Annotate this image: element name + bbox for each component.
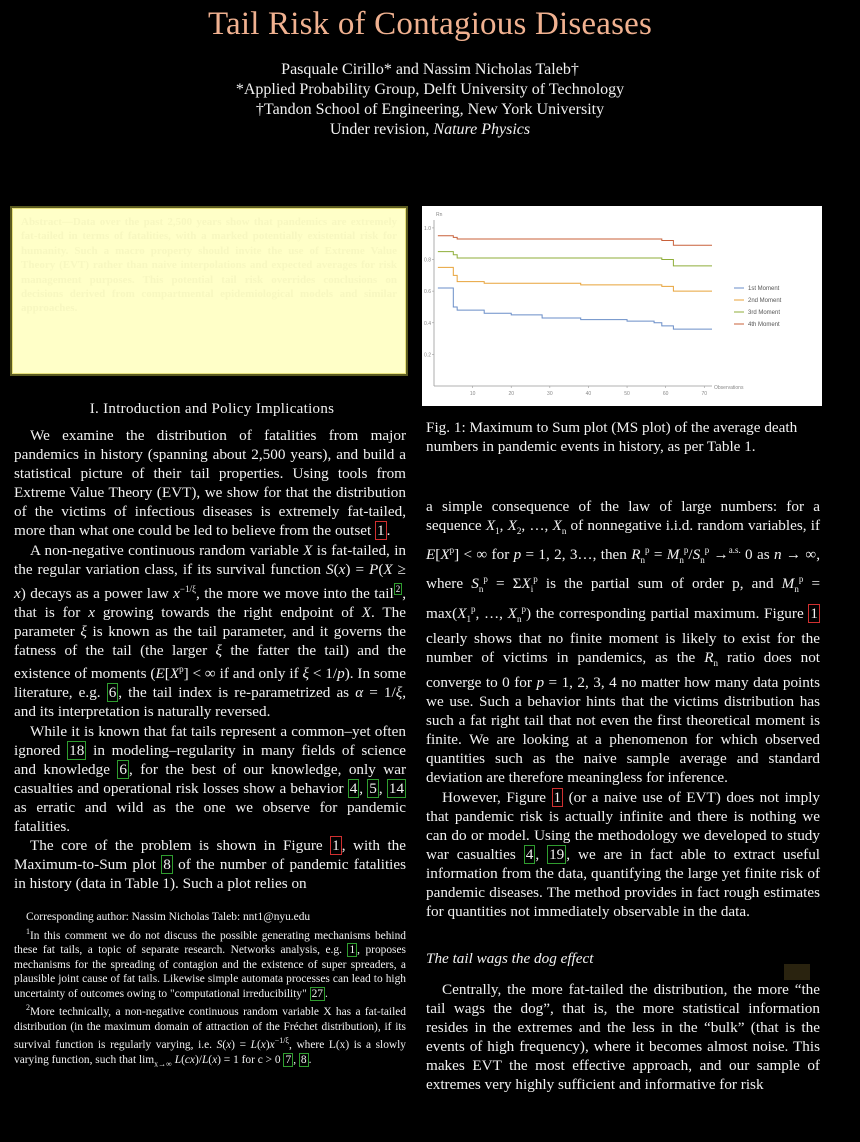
section-heading [12,401,412,418]
p2-text-j: if and only if [219,665,299,683]
fn-citation-1[interactable]: 1 [349,943,356,956]
x-tick-label: 30 [547,391,553,397]
citation-14[interactable]: 14 [388,779,405,797]
corresponding-author: Corresponding author: Nassim Nicholas Taleb: nnt1@nyu.edu [26,911,311,923]
right-paragraph-3: Centrally, the more fat-tailed the distribution, the more “the tail wags the dog”, that is, the more statistical information resides in the extremes and the less in the “bulk” (that is the events of high frequency), where it becomes almost noise. This makes EVT the most effective approach, and our sample of extremes very highly sufficient and informative for risk [426,981,820,1094]
x-tick-label: 40 [585,391,592,397]
annotation-mark [784,964,810,980]
affiliation-nyu: †Tandon School of Engineering, New York University [255,101,605,118]
x-tick-label: 50 [624,391,630,397]
status-prefix: Under revision, [329,121,434,138]
x-tick-label: 70 [701,391,708,397]
p2-text-e: , that is for [14,584,407,621]
paper-title: Tail Risk of Contagious Diseases [207,6,653,42]
citation-18[interactable]: 18 [69,741,85,759]
p2-text-a: A non-negative continuous random variable [30,541,299,559]
fn-citation-27[interactable]: 27 [311,987,323,1000]
legend-label-2: 2nd Moment [748,298,782,304]
ms-plot-chart [422,206,822,406]
plot-background [422,206,822,406]
intro-paragraph-2: A non-negative continuous random variable X is fat-tailed, in the regular variation class, if its survival function S(x) = P(X ≥ x) decays as a power law $x^{-1/\xi}$, the more we move into the tail $^2$ , that is for x growing towards the right endpoint of X. The parameter ξ is known as the tail parameter, and it governs the fatness of the tail (the larger ξ the fatter the tail) and the existence of moments ($E[X^p]$ < ∞ if and only if ξ < 1/p). In some literature, e.g. 6 , the tail index is re-parametrized as α = 1/ξ, and its interpretation is naturally reversed. [14,541,407,721]
publication-status [0,120,860,140]
p2-text-c: decays as a power law [30,584,169,602]
citation-6[interactable]: 6 [108,684,117,702]
p2-text-l: , the tail index is re-parametrized as [118,684,350,702]
figure-ref-1[interactable]: 1 [332,837,340,855]
p2-text-g: . The parameter [14,603,406,640]
citation-8[interactable]: 8 [163,856,171,874]
footnote-ref-2[interactable]: 2 [395,583,401,594]
fn-citation-8[interactable]: 8 [300,1053,307,1066]
r1-text-f: , where [426,546,821,593]
p4-text-a: The core of the problem is shown in Figure [30,837,323,855]
r2-text-c: , we are in fact able to extract useful information from the data, quantifying the large yet finite risk of pandemic diseases. The method provides in fact rough estimates for quantities not immediately observable in the data. [426,845,821,921]
y-tick-label: 0.2 [424,352,431,359]
y-tick-label: 0.4 [424,320,431,327]
p4-text-b: , with the Maximum-to-Sum plot [14,837,407,874]
x-axis-label: Observations [714,385,744,391]
p2-text-k: ). In some literature, e.g. [14,665,406,702]
y-tick-label: 0.6 [424,289,431,296]
p2-text-i: the fatter the tail) and the existence of moments ( [14,642,407,683]
intro-paragraph-3: While it is known that fat tails represent a common–yet often ignored 18 in modeling–regularity in many fields of science and knowledge 6 , for the best of our knowledge, only war casualties and operational risk losses show a behavior 4 , 5 , 14 as erratic and wild as the one we observe for pandemic fatalities. [14,722,407,835]
r1-text-k: no matter how many data points we use. Such a behavior hints that the victims distribution has such a fat right tail that not even the first theoretical moment is finite. We are looking at a phenomenon for which observed quantities such as the naive sample average and standard deviation are therefore meaningless for inference. [426,674,820,787]
figure-ref-1c[interactable]: 1 [553,788,562,806]
fn2-text-c: for c > 0 [241,1053,281,1066]
abstract-box: Abstract—Data over the past 2,500 years show that pandemics are extremely fat-tailed in terms of fatalities, with a marked potentially existential risk for humanity. Such a macro property should invite the use of Extreme Value Theory (EVT) rather than naive interpolations and expected averages for risk management purposes. This potential tail risk overrides conclusions on decisions derived from compartmental epidemiological models and similar approaches. [12,208,406,374]
r2-text-b: (or a naive use of EVT) does not imply that pandemic risk is actually infinite and there is nothing we can do or model. Using the methodology we developed to study war casualties [426,788,821,863]
right-paragraph-1: a simple consequence of the law of large numbers: for a sequence $X_1$, $X_2$, …, $X_n$ of nonnegative i.i.d. random variables, if $E[X^p]$ < ∞ for p = 1, 2, 3…, then $R_n^p = M_n^p/S_n^p \to^{a.s.}$ 0 as n → ∞, where $S_n^p = \Sigma X_i^p$ is the partial sum of order p, and $M_n^p = \max(X_1^p$, …, $X_n^p$) the corresponding partial maximum. Figure 1 clearly shows that no finite moment is likely to exist for the number of victims in pandemics, as the $R_n$ ratio does not converge to 0 for p = 1, 2, 3, 4 no matter how many data points we use. Such a behavior hints that the victims distribution has such a fat right tail that not even the first theoretical moment is finite. We are looking at a phenomenon for which observed quantities such as the naive sample average and standard deviation are therefore meaningless for inference. [426,498,821,787]
legend-label-1: 1st Moment [748,286,780,292]
footnote-2-number: 2 [26,1003,30,1013]
p2-text-d: , the more we move into the tail [195,584,394,602]
author-block [0,60,860,140]
r1-text-c: for [491,546,510,564]
subsection-heading: The tail wags the dog effect [426,950,594,967]
fn1-text-c: . [324,987,328,1000]
r1-text-h: the corresponding partial maximum. Figure [535,604,804,622]
p2-text-h: is known as the tail parameter, and it governs the fatness of the tail (the larger [14,623,407,660]
citation-4[interactable]: 4 [349,779,358,797]
p2-text-b: is fat-tailed, in the regular variation class, if its survival function [14,541,407,578]
p4-text-c: of the number of pandemic fatalities in history (data in Table 1). Such a plot relies on [14,856,407,893]
intro-paragraph-1: We examine the distribution of fatalities from major pandemics in history (spanning about 2,500 years), and build a statistical picture of their tail properties. Using tools from Extreme Value Theory (EVT), we show for that the distribution of the victims of infectious diseases is extremely fat-tailed, more than what one could be led to believe from the outset 1 . [14,427,406,540]
footnote-1 [14,925,406,1002]
right-paragraph-2: However, Figure 1 (or a naive use of EVT) does not imply that pandemic risk is actually infinite and there is nothing we can do or model. Using the methodology we developed to study war casualties 4 , 19 , we are in fact able to extract useful information from the data, quantifying the large yet finite risk of pandemic diseases. The method provides in fact rough estimates for quantities not immediately observable in the data. [426,788,821,921]
fn-citation-7[interactable]: 7 [285,1053,292,1066]
citation-5[interactable]: 5 [369,779,377,797]
p3-text-b: in modeling–regularity in many fields of science and knowledge [14,741,407,778]
y-tick-label: 0.8 [424,257,431,264]
p1-text: We examine the distribution of fatalities from major pandemics in history (spanning about 2,500 years), and build a statistical picture of their tail properties. Using tools from Extreme Value Theory (EVT), we show for that the distribution of the victims of infectious diseases is extremely fat-tailed, more than what one could be led to believe from the outset [14,427,406,540]
r1-text-b: of nonnegative i.i.d. random variables, if [570,517,821,535]
r1-text-i: clearly shows that no finite moment is likely to exist for the number of victims in pandemics, as the [426,629,820,666]
r1-text-j: ratio does not converge to 0 for [426,648,821,691]
right-column [426,497,820,921]
citation-19[interactable]: 19 [549,845,565,863]
y-axis-label: Rn [436,212,443,218]
figure-caption: Fig. 1: Maximum to Sum plot (MS plot) of the average death numbers in pandemic events in history, as per Table 1. [426,419,798,456]
r1-text-g: is the partial sum of order p, and [545,575,774,593]
x-tick-label: 20 [508,391,515,397]
citation-1[interactable]: 1 [377,522,385,540]
left-column [14,426,406,893]
citation-4b[interactable]: 4 [525,845,534,863]
fn1-text-a: In this comment we do not discuss the possible generating mechanisms behind these fat tails, a topic of separate research. Networks analysis, e.g. [14,929,406,956]
p3-text-d: as erratic and wild as the one we observe for pandemic fatalities. [14,798,406,835]
x-tick-label: 10 [469,391,476,397]
r1-text-e: as [756,546,770,564]
x-tick-label: 60 [662,391,669,397]
right-paragraph-3-wrap [426,980,820,1095]
fn2-text-a: More technically, a non-negative continuous random variable X has a fat-tailed distribution (in the maximum domain of attraction of the Fréchet distribution), if its survival function is regularly varying, i.e. [14,1006,406,1052]
legend-label-4: 4th Moment [748,322,780,328]
fn2-text-b: , where L(x) is a slowly varying function, such that [14,1039,406,1066]
fn1-text-b: , proposes mechanisms for the spreading of contagion and the existence of super spreaders, a plausible joint cause of fat tails. Likewise simple automata processes can lead to high uncertainty of outcomes owing to "computational irreducibility" [14,943,406,1000]
p2-text-m: , and its interpretation is naturally reversed. [14,684,407,721]
section-heading-text: I. Introduction and Policy Implications [89,401,335,417]
affiliation-delft: *Applied Probability Group, Delft University of Technology [235,81,625,98]
r2-text-a: However, Figure [442,788,546,806]
r1-text-d: , then [592,546,627,564]
citation-6b[interactable]: 6 [119,760,128,778]
y-tick-label: 1.0 [424,225,431,232]
fn2-text-d: , [293,1053,297,1066]
intro-paragraph-4 [14,836,406,893]
footnotes [14,910,406,1072]
journal-name: Nature Physics [433,121,531,138]
p3-text-c: , for the best of our knowledge, only war casualties and operational risk losses show a behavior [14,760,407,797]
figure-ref-1b[interactable]: 1 [810,604,818,622]
footnote-2: $^2$More technically, a non-negative continuous random variable X has a fat-tailed distribution (in the maximum domain of attraction of the Fréchet distribution), if its survival function is regularly varying, i.e. $S(x) = L(x)x^{-1/\xi}$, where L(x) is a slowly varying function, such that $\lim_{x\to\infty} L(cx)/L(x) = 1$ for c > 0 7 , 8 . [14,1003,406,1069]
legend-label-3: 3rd Moment [748,310,781,316]
authors: Pasquale Cirillo* and Nassim Nicholas Taleb† [281,61,579,78]
footnote-1-number: 1 [26,926,30,936]
p3-text-a: While it is known that fat tails represent a common–yet often ignored [14,722,406,759]
p2-text-f: growing towards the right endpoint of [102,603,354,621]
r1-text-a: a simple consequence of the law of large numbers: for a sequence [426,498,820,535]
